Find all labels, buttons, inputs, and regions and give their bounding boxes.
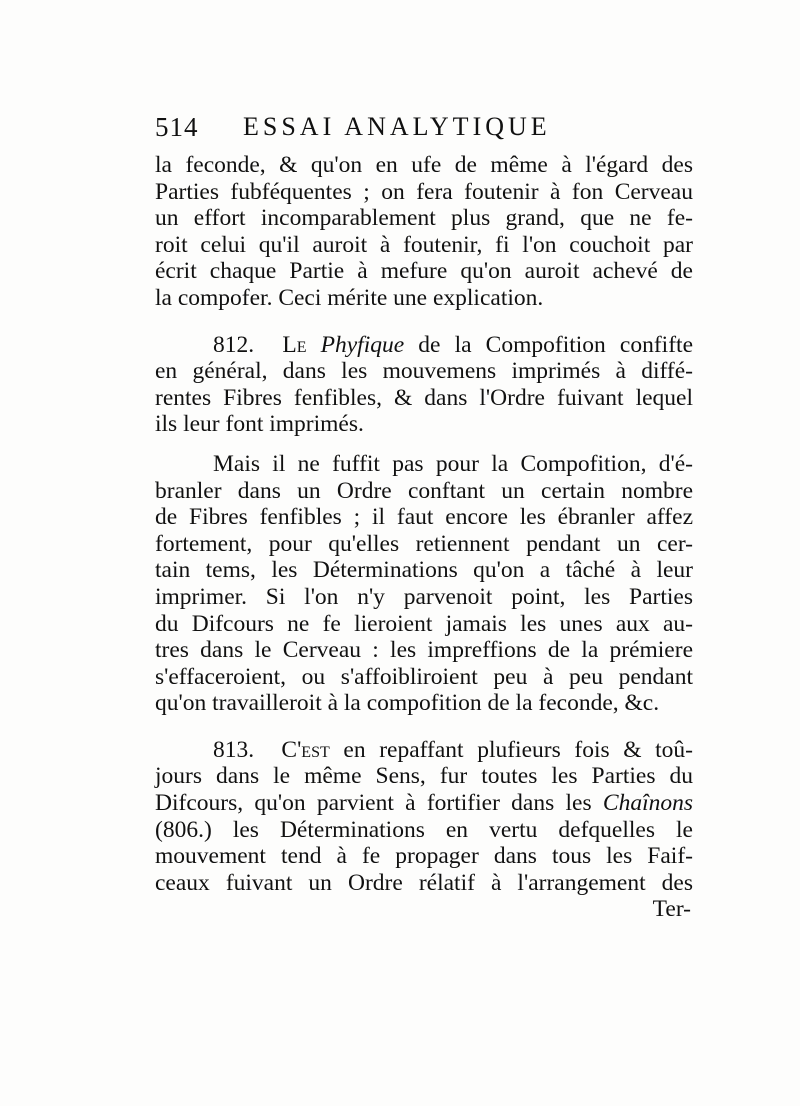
text-line: roit celui qu'il auroit à foutenir, fi l'on couchoit par [155, 231, 693, 258]
text-line: tain tems, les Déterminations qu'on a tâché à leur [155, 557, 693, 584]
text-line-first [155, 737, 693, 764]
paragraph-812 [155, 332, 693, 438]
text-line: s'effaceroient, ou s'affoibliroient peu à peu pendant [155, 663, 693, 690]
paragraph-continued [155, 152, 693, 312]
text-line: jours dans le même Sens, fur toutes les Parties du [155, 763, 693, 790]
paragraph-mais [155, 451, 693, 717]
text-line: de Fibres fenfibles ; il faut encore les ébranler affez [155, 504, 693, 531]
text-line: un effort incomparablement plus grand, que ne fe- [155, 205, 693, 232]
text-line: rentes Fibres fenfibles, & dans l'Ordre fuivant lequel [155, 384, 693, 411]
paragraph-gap [155, 717, 693, 737]
text-line: ceaux fuivant un Ordre rélatif à l'arrangement des [155, 869, 693, 896]
text-line [155, 790, 693, 817]
page-body [155, 152, 693, 923]
lead-word: C'est [281, 736, 330, 763]
text-line: la compofer. Ceci mérite une explication. [155, 284, 544, 311]
paragraph-gap [155, 312, 693, 332]
text-line: du Difcours ne fe lieroient jamais les unes aux au- [155, 610, 693, 637]
italic-term: Phyfique [320, 331, 405, 358]
text-line: imprimer. Si l'on n'y parvenoit point, les Parties [155, 583, 693, 610]
text-line: la feconde, & qu'on en ufe de même à l'égard des [155, 152, 693, 178]
text-line: Parties fubféquentes ; on fera foutenir à fon Cerveau [155, 178, 693, 205]
text-segment: Difcours, qu'on parvient à fortifier dans les [155, 790, 592, 817]
text-line: ils leur font imprimés. [155, 411, 364, 438]
paragraph-813 [155, 737, 693, 923]
text-line-first: Mais il ne fuffit pas pour la Compofition, d'é- [213, 450, 693, 477]
text-line: en général, dans les mouvemens imprimés à diffé- [155, 358, 693, 385]
italic-term: Chaînons [602, 790, 694, 817]
text-line: branler dans un Ordre conftant un certain nombre [155, 477, 693, 504]
text-segment: en repaffant plufieurs fois & toû- [343, 736, 694, 763]
text-line: (806.) les Déterminations en vertu defquelles le [155, 816, 693, 843]
section-number: 812. [213, 331, 255, 358]
text-line: mouvement tend à fe propager dans tous les Faif- [155, 843, 693, 870]
section-number: 813. [213, 736, 255, 763]
running-title: ESSAI ANALYTIQUE [243, 112, 551, 141]
text-line: qu'on travailleroit à la compofition de la feconde, &c. [155, 690, 660, 717]
lead-word: Le [282, 331, 307, 358]
paragraph-gap [155, 438, 693, 451]
text-line-first [155, 332, 693, 359]
text-line: écrit chaque Partie à mefure qu'on auroit achevé de [155, 258, 693, 285]
text-line: tres dans le Cerveau : les impreffions de la prémiere [155, 637, 693, 664]
text-segment: de la Compofition confifte [418, 331, 693, 358]
catchword: Ter- [652, 896, 691, 923]
page-number: 514 [155, 112, 199, 142]
page-header [155, 112, 695, 148]
text-line: fortement, pour qu'elles retiennent pendant un cer- [155, 530, 693, 557]
